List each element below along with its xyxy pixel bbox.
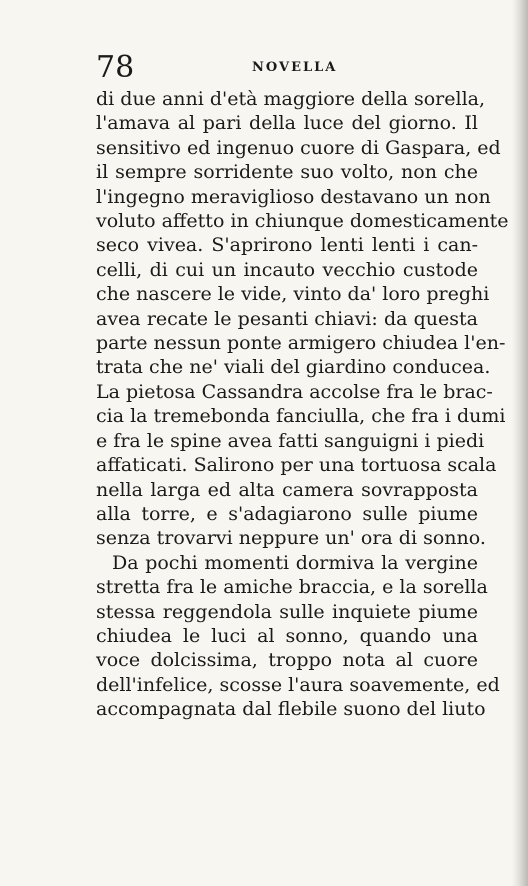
text-line: l'amava al pari della luce del giorno. Il [96, 112, 478, 135]
text-line: che nascere le vide, vinto da' loro preghi [96, 283, 490, 306]
text-line: stessa reggendola sulle inquiete piume [96, 600, 478, 623]
text-line: parte nessun ponte armigero chiudea l'en- [96, 332, 506, 355]
page-number: 78 [96, 50, 135, 85]
text-line: Da pochi momenti dormiva la vergine [112, 551, 478, 574]
text-line: l'ingegno meraviglioso destavano un non [96, 185, 491, 208]
page-header [96, 48, 478, 88]
text-line: nella larga ed alta camera sovrapposta [96, 478, 478, 501]
text-line: avea recate le pesanti chiavi: da questa [96, 307, 478, 330]
body-text [96, 87, 509, 722]
text-line: voce dolcissima, troppo nota al cuore [96, 649, 478, 672]
paragraph-2 [96, 551, 500, 722]
binding-gutter-shadow [512, 0, 528, 886]
text-line: seco vivea. S'aprirono lenti lenti i can- [96, 234, 478, 257]
text-line: il sempre sorridente suo volto, non che [96, 161, 478, 184]
paragraph-1 [96, 87, 509, 551]
text-line: dell'infelice, scosse l'aura soavemente, ed [96, 673, 500, 696]
text-line: affaticati. Salirono per una tortuosa scala [96, 454, 497, 477]
text-line: sensitivo ed ingenuo cuore di Gaspara, ed [96, 136, 501, 159]
text-line: chiudea le luci al sonno, quando una [96, 624, 478, 647]
text-line: celli, di cui un incauto vecchio custode [96, 258, 478, 281]
text-line: alla torre, e s'adagiarono sulle piume [96, 502, 478, 525]
text-line: stretta fra le amiche braccia, e la sorella [96, 576, 488, 599]
text-line: senza trovarvi neppure un' ora di sonno. [96, 527, 486, 550]
running-title: NOVELLA [252, 60, 338, 75]
text-line: trata che ne' viali del giardino conducea. [96, 356, 491, 379]
text-line: cia la tremebonda fanciulla, che fra i dumi [96, 405, 506, 428]
text-line: accompagnata dal flebile suono del liuto [96, 698, 486, 721]
text-line: voluto affetto in chiunque domesticamente [96, 210, 509, 233]
text-line: e fra le spine avea fatti sanguigni i piedi [96, 429, 485, 452]
text-line: La pietosa Cassandra accolse fra le brac- [96, 380, 493, 403]
text-line: di due anni d'età maggiore della sorella, [96, 88, 486, 110]
